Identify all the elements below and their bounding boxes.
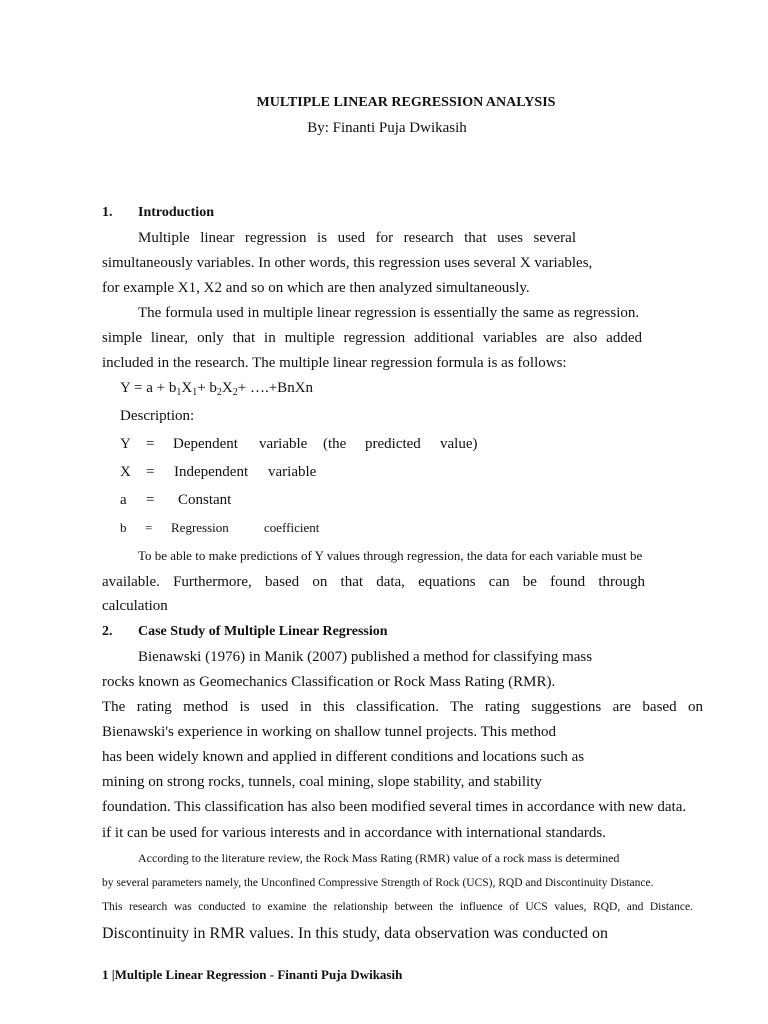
definition-b-equals: = [145,520,153,535]
definition-x-symbol: X [120,464,131,480]
document-title: MULTIPLE LINEAR REGRESSION ANALYSIS [256,95,556,110]
definition-x-word: Independent [174,464,249,480]
section-1-para-3-line-3: calculation [102,598,168,614]
definition-y-word: (the [323,436,347,452]
section-1-para-3-line-1: To be able to make predictions of Y values through regression, the data for each variable must be [138,548,643,563]
definition-x-equals: = [146,464,155,480]
definition-y-word: predicted [365,436,421,452]
document-author: By: Finanti Puja Dwikasih [307,120,467,136]
section-2-heading: Case Study of Multiple Linear Regression [138,624,388,639]
section-1-para-2-line-3: included in the research. The multiple linear regression formula is as follows: [102,355,567,371]
section-1-para-1-line-2: simultaneously variables. In other words, this regression uses several X variables, [102,255,593,271]
definition-y-word: variable [259,436,308,452]
section-2-para-1-line-6: mining on strong rocks, tunnels, coal mining, slope stability, and stability [102,774,542,790]
definition-a-symbol: a [120,492,127,508]
definition-b-symbol: b [120,520,127,535]
definition-y-equals: = [146,436,155,452]
section-2-para-1-line-1: Bienawski (1976) in Manik (2007) published a method for classifying mass [138,649,593,665]
section-2-number: 2. [102,624,113,639]
regression-formula: $Y = a + b_1X_1+ b_2X_2+$ ….+BnXn [120,380,314,398]
definition-a-equals: = [146,492,155,508]
definition-a-word: Constant [178,492,232,508]
definition-b-word: Regression [171,520,229,535]
definition-y-symbol: Y [120,436,131,452]
section-2-para-1-line-8: if it can be used for various interests and in accordance with international standards. [102,825,606,841]
definition-x-word: variable [268,464,317,480]
section-2-para-2-line-1: According to the literature review, the Rock Mass Rating (RMR) value of a rock mass is determined [138,851,620,865]
section-2-para-1-line-7: foundation. This classification has also been modified several times in accordance with new data. [102,799,687,815]
section-1-para-3-line-2: available. Furthermore, based on that data, equations can be found through [102,574,645,590]
section-2-para-2-line-3: This research was conducted to examine the relationship between the influence of UCS values, RQD, and Distance. [102,901,693,913]
section-1-para-1-line-1: Multiple linear regression is used for research that uses several [138,230,576,246]
section-1-para-2-line-2: simple linear, only that in multiple regression additional variables are also added [102,330,642,346]
section-2-para-2-line-2: by several parameters namely, the Unconfined Compressive Strength of Rock (UCS), RQD and Discontinuity Distance. [102,877,654,889]
section-2-para-1-line-3: The rating method is used in this classification. The rating suggestions are based on [102,699,703,715]
section-1-para-2-line-1: The formula used in multiple linear regression is essentially the same as regression. [138,305,640,321]
definition-b-word: coefficient [264,520,320,535]
section-2-para-1-line-2: rocks known as Geomechanics Classification or Rock Mass Rating (RMR). [102,674,556,690]
description-label: Description: [120,408,195,424]
section-1-number: 1. [102,205,113,220]
section-2-para-1-line-4: Bienawski's experience in working on shallow tunnel projects. This method [102,724,557,740]
section-2-para-3: Discontinuity in RMR values. In this study, data observation was conducted on [102,925,609,942]
section-2-para-1-line-5: has been widely known and applied in different conditions and locations such as [102,749,585,765]
section-1-heading: Introduction [138,205,214,220]
section-1-para-1-line-3: for example X1, X2 and so on which are then analyzed simultaneously. [102,280,530,296]
definition-y-word: value) [440,436,478,452]
page-footer: 1 |Multiple Linear Regression - Finanti Puja Dwikasih [102,967,403,982]
definition-y-word: Dependent [173,436,238,452]
